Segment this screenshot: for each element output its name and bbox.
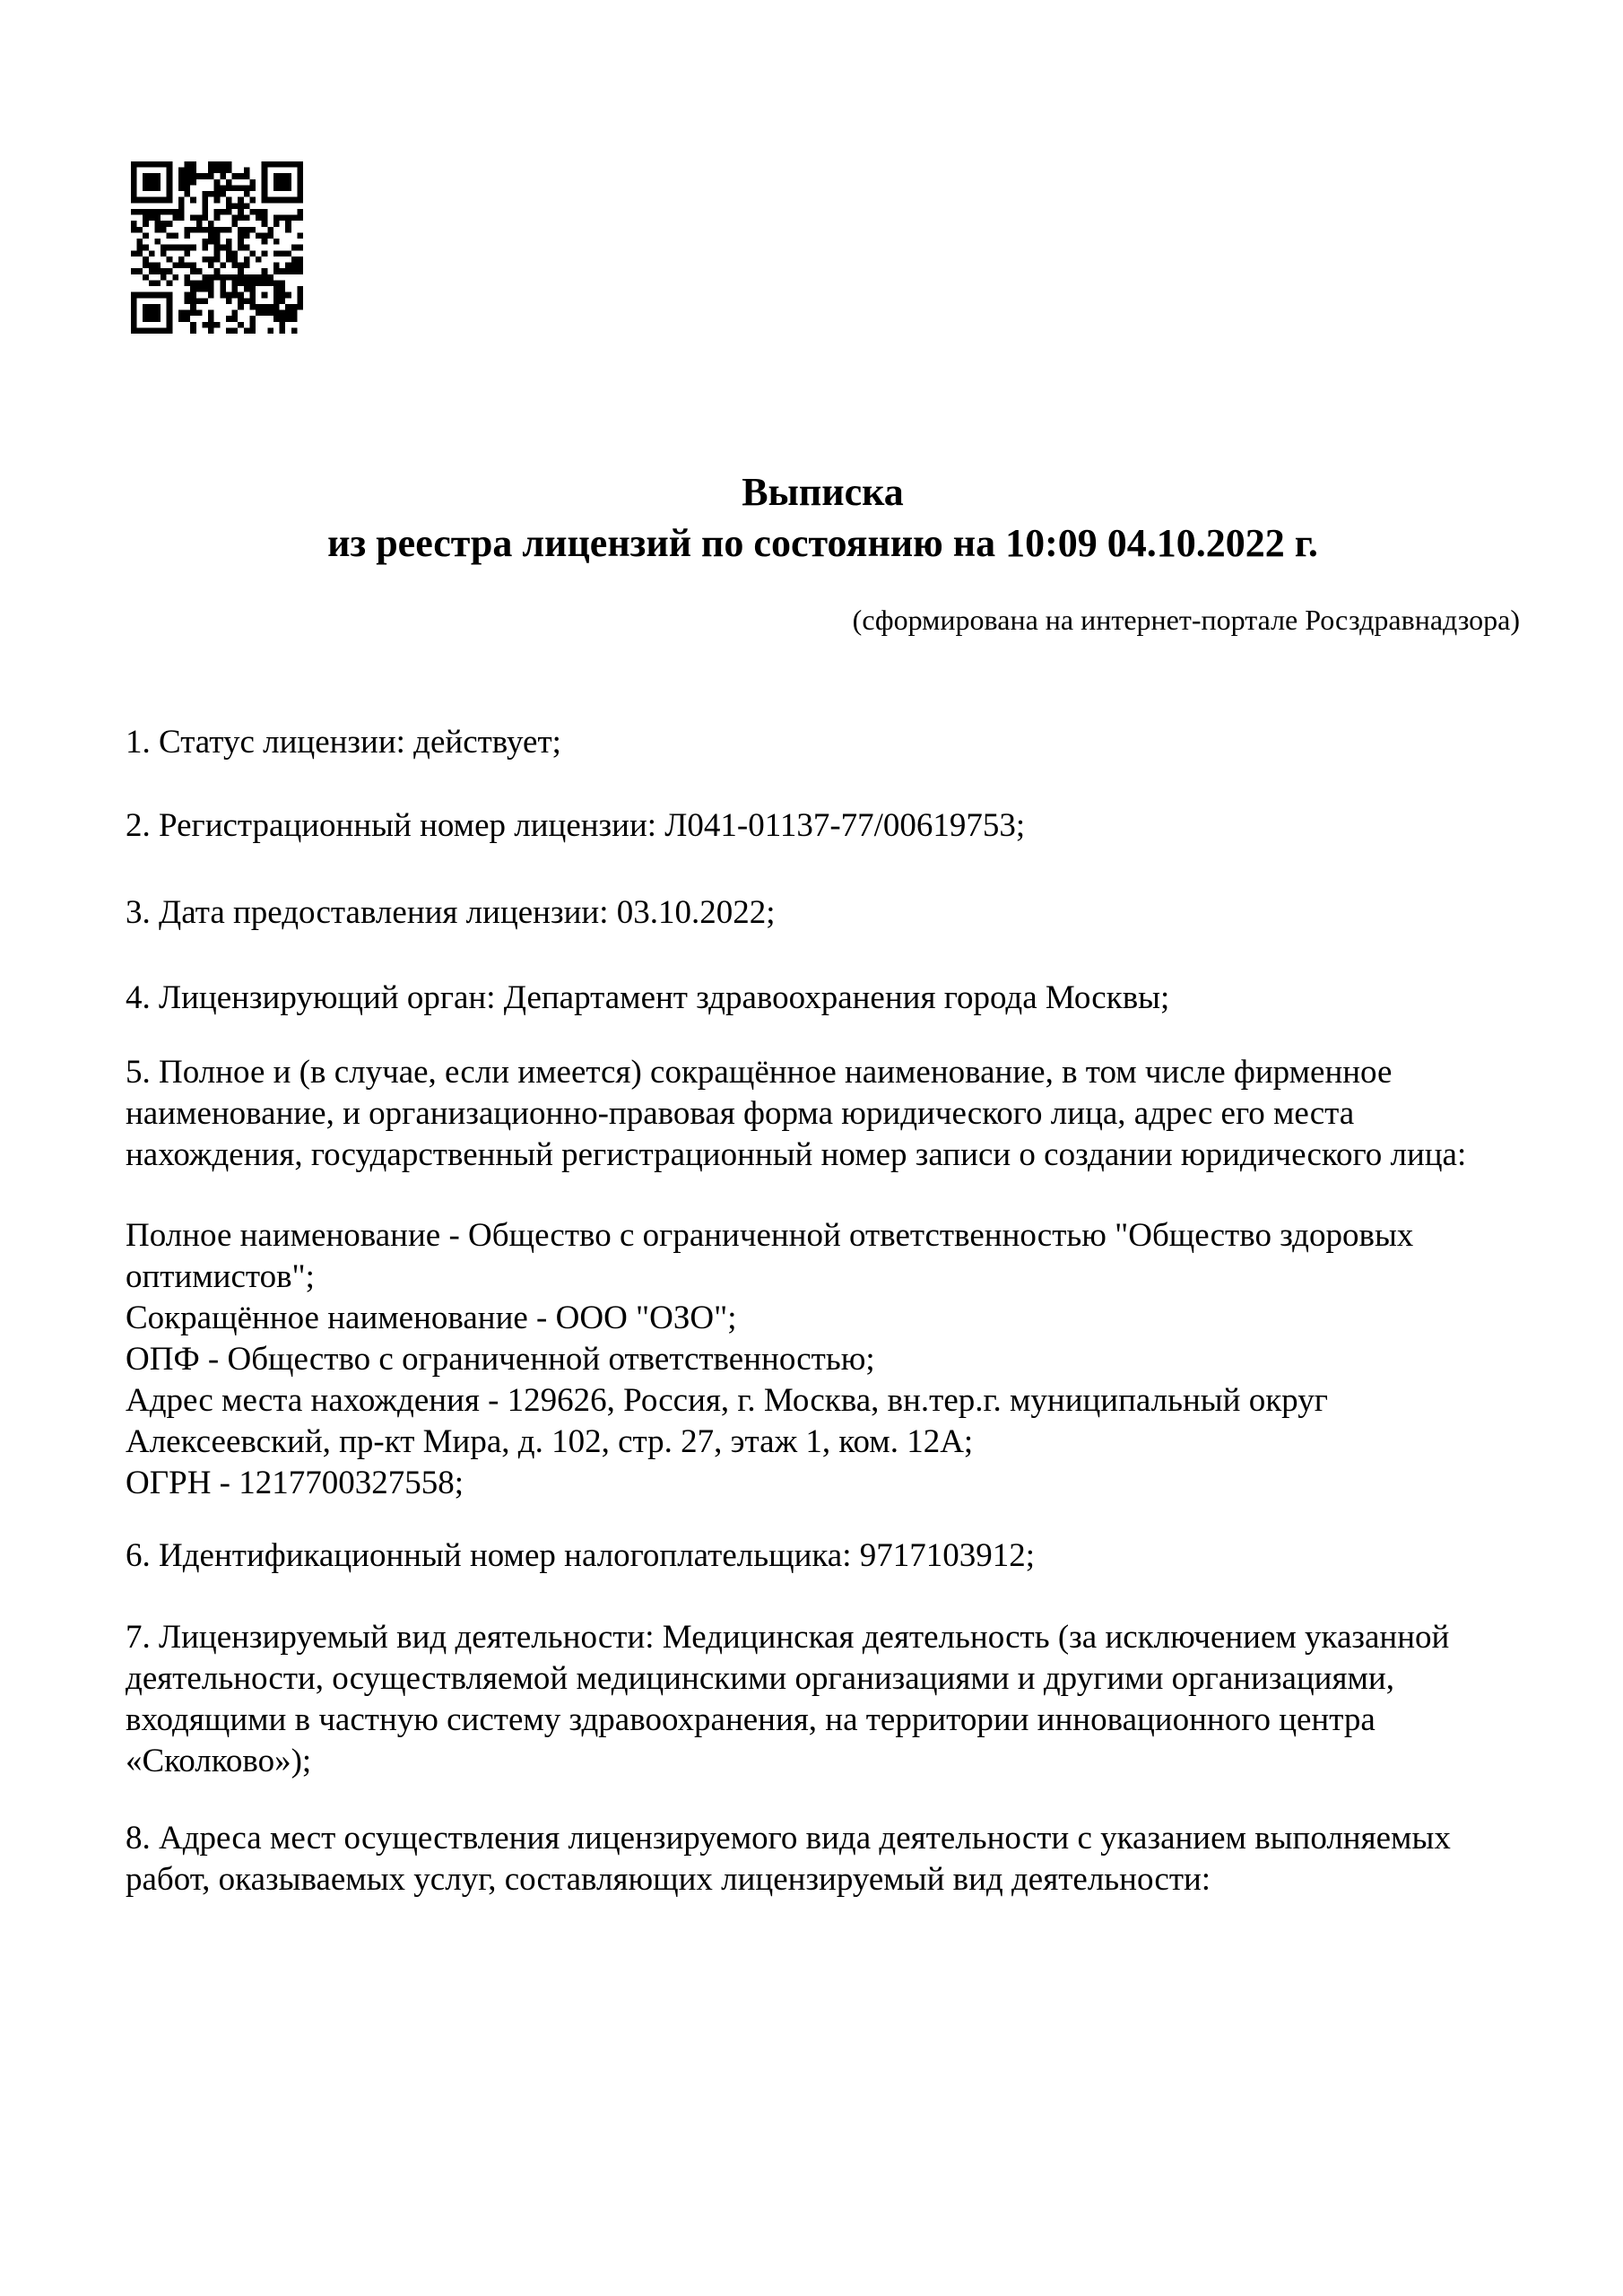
paragraph-license-date: 3. Дата предоставления лицензии: 03.10.2022; bbox=[126, 894, 776, 931]
company-address: Адрес места нахождения - 129626, Россия, г. Москва, вн.тер.г. муниципальный округ Алексеевский, пр-кт Мира, д. 102, стр. 27, этаж 1, ком. 12А; bbox=[126, 1382, 1328, 1460]
paragraph-license-status: 1. Статус лицензии: действует; bbox=[126, 724, 561, 761]
company-short-name: Сокращённое наименование - ООО "ОЗО"; bbox=[126, 1300, 737, 1336]
company-ogrn: ОГРН - 1217700327558; bbox=[126, 1465, 464, 1501]
document-body bbox=[126, 722, 1520, 1900]
paragraph-licensing-authority: 4. Лицензирующий орган: Департамент здравоохранения города Москвы; bbox=[126, 979, 1170, 1016]
company-opf: ОПФ - Общество с ограниченной ответственностью; bbox=[126, 1341, 875, 1378]
document-title bbox=[126, 466, 1520, 569]
paragraph-licensed-activity: 7. Лицензируемый вид деятельности: Медицинская деятельность (за исключением указанной деятельности, осуществляемой медицинскими организациями и другими организациями, входящими в частную систему здравоохранения, на территории инновационного центра «Сколково»); bbox=[126, 1619, 1450, 1779]
company-full-name: Полное наименование - Общество с ограниченной ответственностью "Общество здоровых оптимистов"; bbox=[126, 1217, 1414, 1295]
paragraph-registration-number: 2. Регистрационный номер лицензии: Л041-01137-77/00619753; bbox=[126, 807, 1026, 844]
qr-code-image bbox=[131, 161, 303, 334]
company-details-block bbox=[126, 1215, 1520, 1504]
paragraph-name-heading: 5. Полное и (в случае, если имеется) сокращённое наименование, в том числе фирменное наименование, и организационно-правовая форма юридического лица, адрес его места нахождения, государственный регистрационный номер записи о создании юридического лица: bbox=[126, 1054, 1467, 1173]
paragraph-inn: 6. Идентификационный номер налогоплательщика: 9717103912; bbox=[126, 1537, 1036, 1574]
qr-code bbox=[131, 161, 303, 334]
title-line-2: из реестра лицензий по состоянию на 10:09 04.10.2022 г. bbox=[327, 521, 1318, 565]
title-line-1: Выписка bbox=[742, 470, 904, 514]
generated-on-portal-note: (сформирована на интернет-портале Росздравнадзора) bbox=[852, 604, 1520, 636]
paragraph-activity-addresses: 8. Адреса мест осуществления лицензируемого вида деятельности с указанием выполняемых работ, оказываемых услуг, составляющих лицензируемый вид деятельности: bbox=[126, 1820, 1451, 1898]
